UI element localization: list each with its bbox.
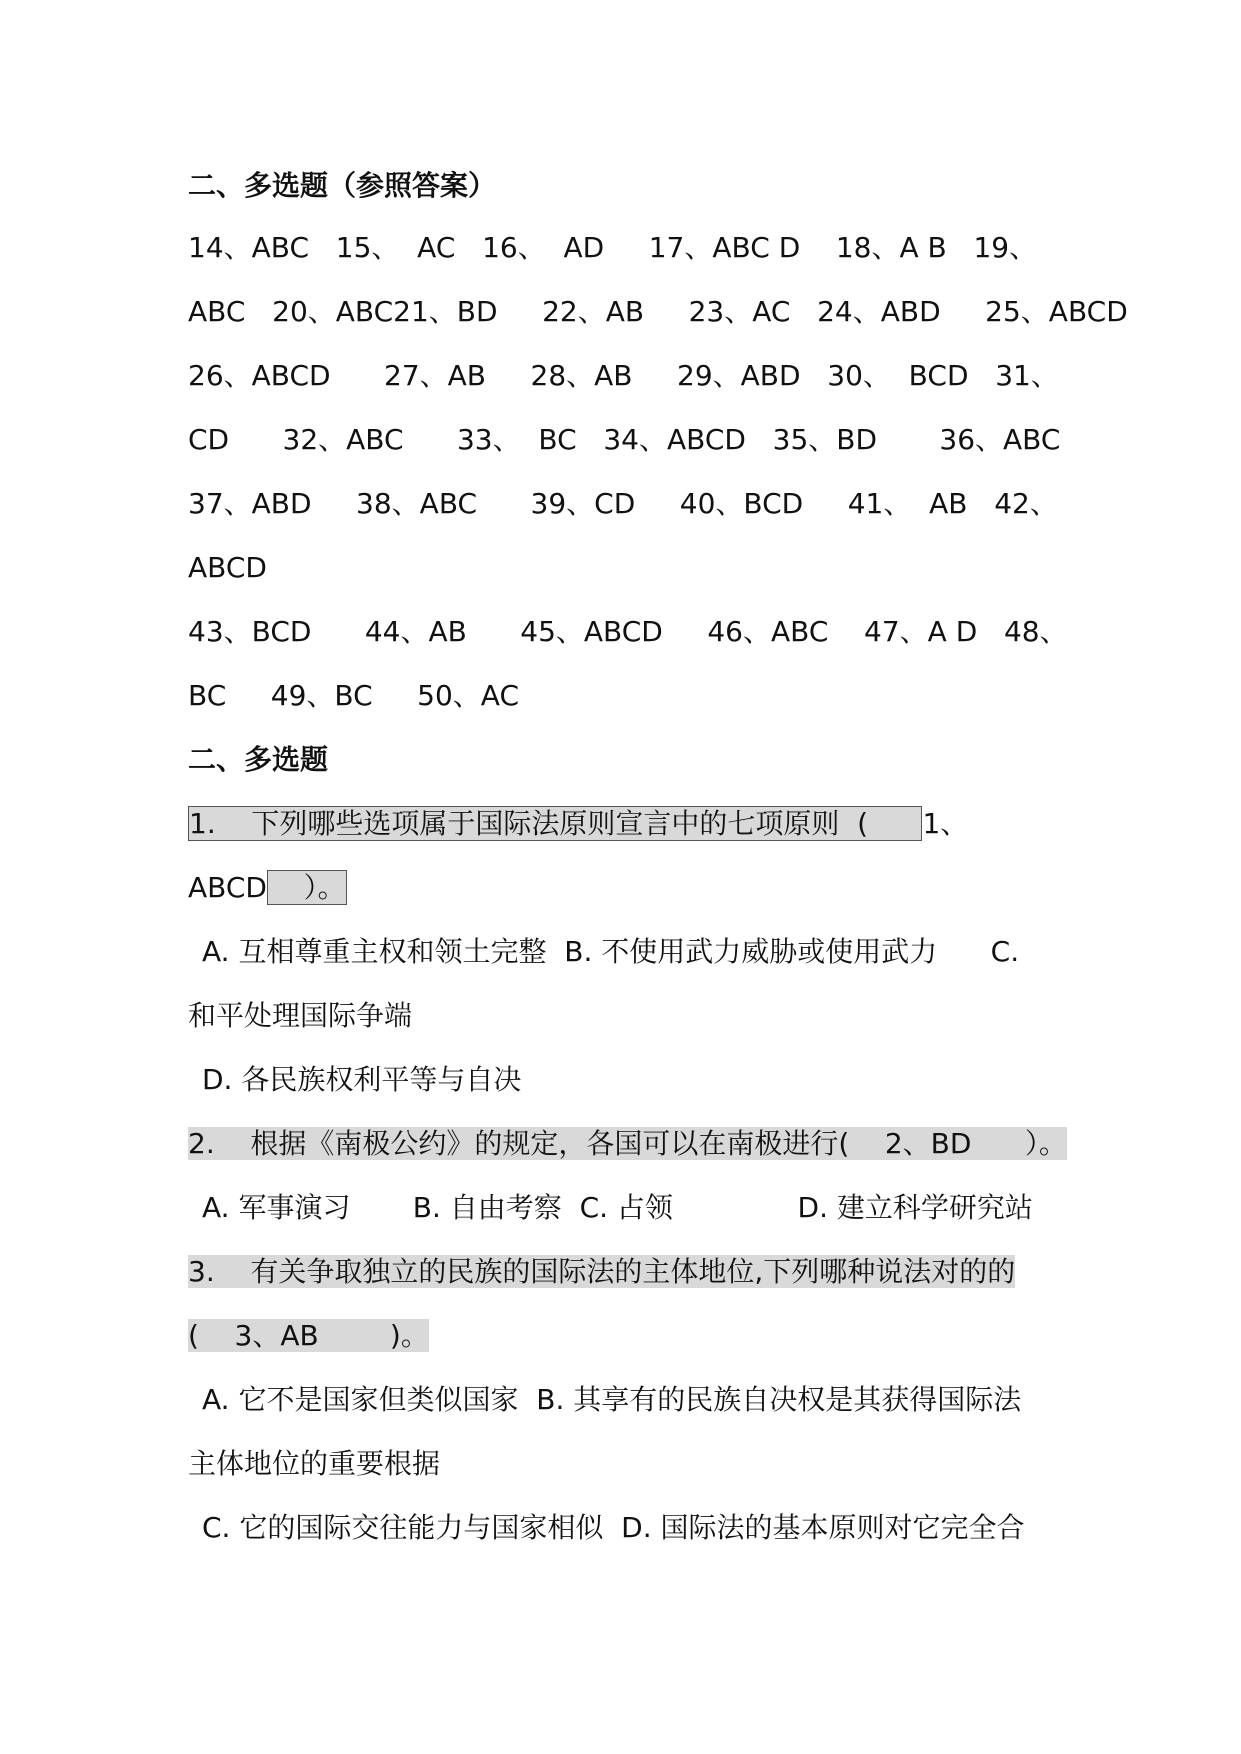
question-1-answer: 1、	[922, 807, 969, 840]
question-1-text-end: ）。	[267, 871, 346, 904]
answer-line: 14、ABC 15、 AC 16、 AD 17、ABC D 18、A B 19、	[188, 231, 1038, 264]
answer-line: 37、ABD 38、ABC 39、CD 40、BCD 41、 AB 42、	[188, 487, 1058, 520]
question-3-answer: 3、AB	[234, 1319, 319, 1352]
question-1-stem-cont	[188, 868, 347, 908]
question-1-option-d: D. 各民族权利平等与自决	[202, 1063, 522, 1096]
question-1-answer-value: ABCD	[188, 871, 267, 904]
question-3-stem-cont	[188, 1316, 429, 1356]
question-3-stem	[188, 1252, 1015, 1292]
question-1-stem	[188, 804, 968, 844]
question-3-options: A. 它不是国家但类似国家 B. 其享有的民族自决权是其获得国际法	[202, 1383, 1022, 1416]
question-2-answer: 2、BD	[884, 1127, 972, 1160]
answer-line: ABC 20、ABC21、BD 22、AB 23、AC 24、ABD 25、ABCD	[188, 295, 1128, 328]
question-3-text: 3. 有关争取独立的民族的国际法的主体地位,下列哪种说法对的的	[188, 1255, 1016, 1288]
question-3-options-cd: C. 它的国际交往能力与国家相似 D. 国际法的基本原则对它完全合	[202, 1511, 1025, 1544]
question-1-options: A. 互相尊重主权和领土完整 B. 不使用武力威胁或使用武力 C.	[202, 935, 1020, 968]
question-3-text-start: (	[188, 1319, 235, 1352]
question-2-text: 2. 根据《南极公约》的规定，各国可以在南极进行(	[188, 1127, 885, 1160]
answer-line: ABCD	[188, 551, 267, 584]
question-2-text-end: ）。	[971, 1127, 1067, 1160]
question-3-options-cont: 主体地位的重要根据	[188, 1447, 441, 1480]
answer-line: CD 32、ABC 33、 BC 34、ABCD 35、BD 36、ABC	[188, 423, 1061, 456]
question-1-text: 1. 下列哪些选项属于国际法原则宣言中的七项原则 (	[189, 807, 922, 840]
answer-line: 43、BCD 44、AB 45、ABCD 46、ABC 47、A D 48、	[188, 615, 1068, 648]
questions-heading: 二、多选题	[188, 743, 329, 776]
answers-heading: 二、多选题（参照答案）	[188, 169, 497, 202]
question-3-text-end: )。	[318, 1319, 429, 1352]
answer-line: 26、ABCD 27、AB 28、AB 29、ABD 30、 BCD 31、	[188, 359, 1059, 392]
question-2-options: A. 军事演习 B. 自由考察 C. 占领 D. 建立科学研究站	[202, 1191, 1033, 1224]
question-2-stem	[188, 1124, 1067, 1164]
answer-line: BC 49、BC 50、AC	[188, 679, 520, 712]
question-1-options-cont: 和平处理国际争端	[188, 999, 413, 1032]
